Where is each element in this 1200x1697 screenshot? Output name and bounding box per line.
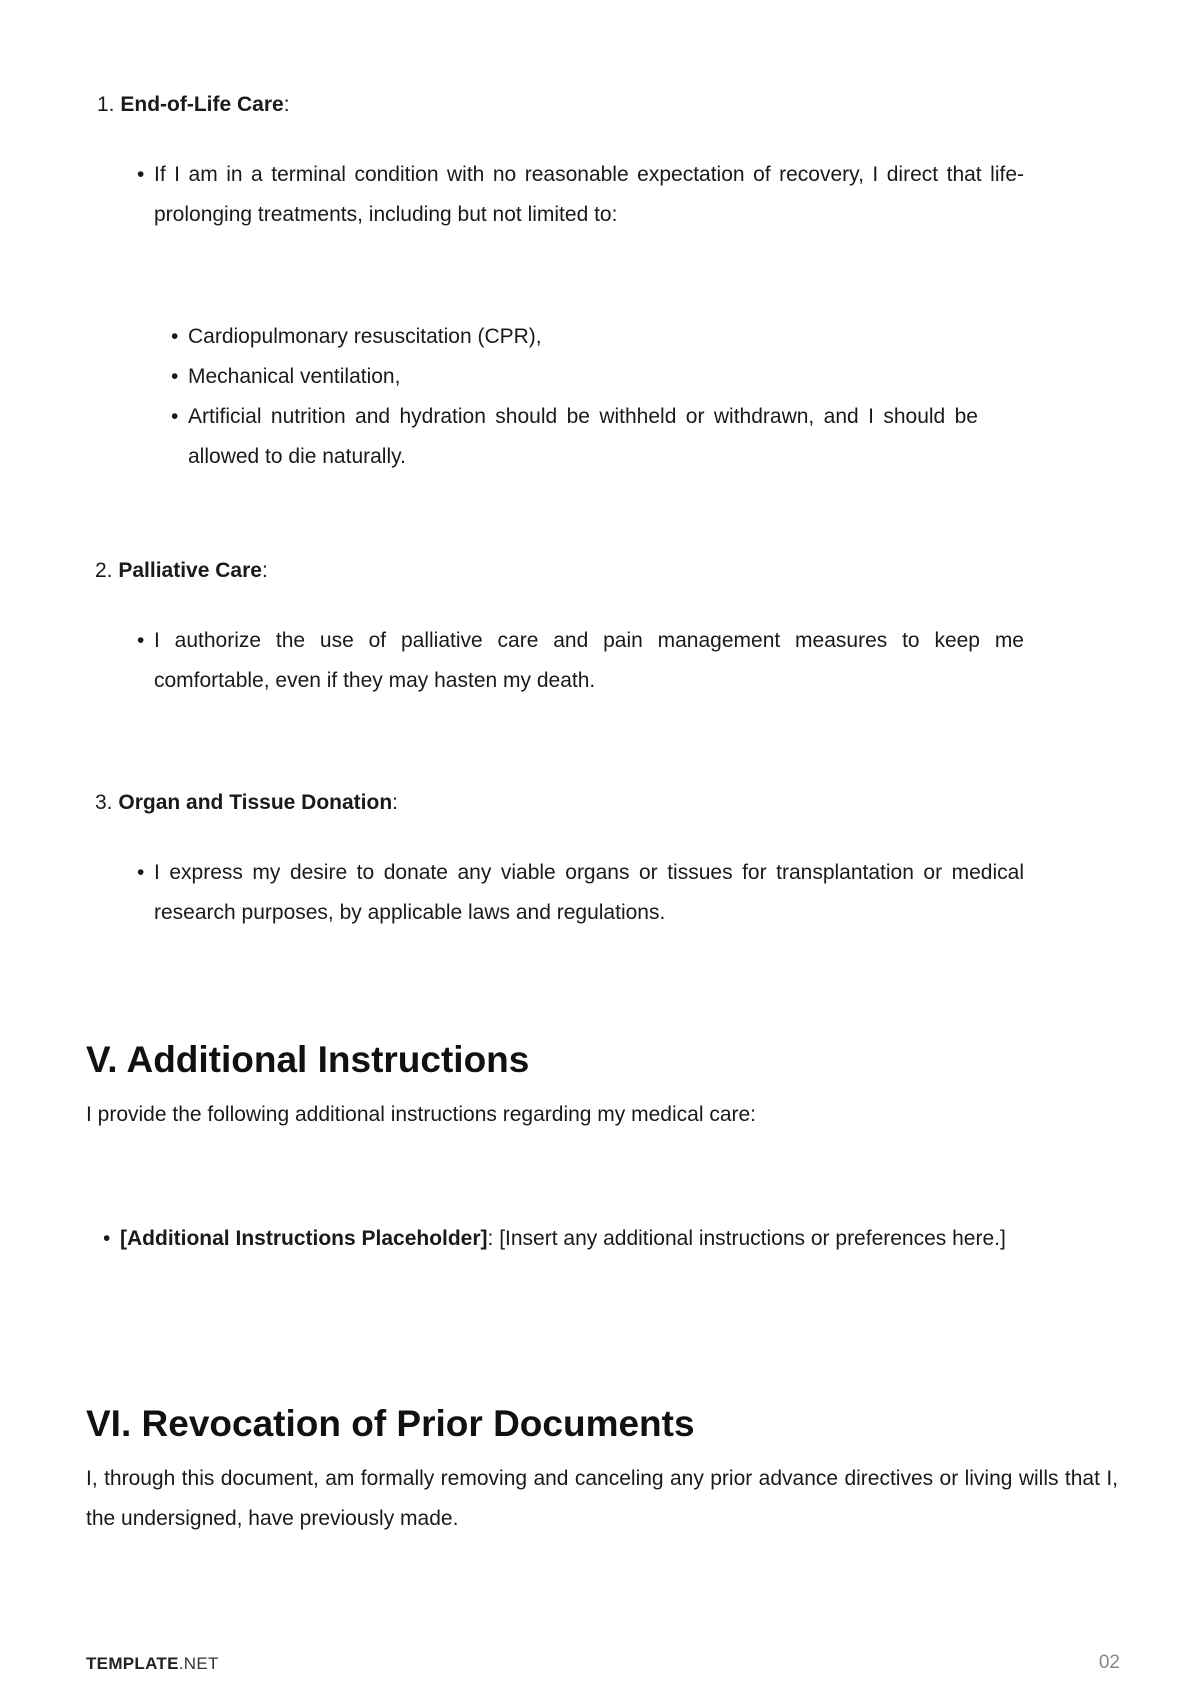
bullet-text: I authorize the use of palliative care and pain management measures to keep me comfortable, even if they may hasten my death. [154,629,1024,692]
item-colon: : [283,93,290,116]
brand-suffix: .NET [178,1654,219,1673]
bullet-item [137,621,1024,701]
bullet-text: If I am in a terminal condition with no reasonable expectation of recovery, I direct that life-prolonging treatments, including but not limited to: [154,163,1024,226]
sub-bullet-item [171,317,978,357]
bullet-text: Cardiopulmonary resuscitation (CPR), [188,325,542,348]
bullet-glyph: • [171,365,179,388]
item-number: 1. [97,93,115,116]
bullet-glyph: • [137,163,145,186]
item-heading-end-of-life-care [97,90,290,120]
bullet-glyph: • [171,405,179,428]
bullet-item [137,853,1024,933]
footer-brand-logo [86,1654,219,1674]
section-title-additional-instructions: V. Additional Instructions [86,1039,530,1080]
item-number: 3. [95,791,113,814]
item-heading-organ-donation [95,788,398,818]
item-colon: : [261,559,268,582]
bullet-glyph: • [103,1227,111,1250]
item-colon: : [392,791,399,814]
bullet-text: Mechanical ventilation, [188,365,401,388]
item-title: Organ and Tissue Donation [118,791,393,814]
bullet-text: Artificial nutrition and hydration should be withheld or withdrawn, and I should be allowed to die naturally. [188,405,978,468]
section-intro: I provide the following additional instructions regarding my medical care: [86,1103,757,1126]
section-title-revocation: VI. Revocation of Prior Documents [86,1403,695,1444]
bullet-text: I express my desire to donate any viable organs or tissues for transplantation or medical research purposes, by applicable laws and regulations. [154,861,1024,924]
item-number: 2. [95,559,113,582]
page-number: 02 [1098,1652,1120,1673]
placeholder-text: [Insert any additional instructions or preferences here.] [493,1227,1006,1250]
item-title: End-of-Life Care [120,93,284,116]
sub-bullet-item [171,397,978,477]
bullet-item-placeholder [103,1219,1070,1259]
bullet-item [137,155,1024,235]
item-heading-palliative-care [95,556,268,586]
bullet-glyph: • [137,629,145,652]
placeholder-colon: : [487,1227,494,1250]
item-title: Palliative Care [118,559,262,582]
placeholder-label: [Additional Instructions Placeholder] [120,1227,488,1250]
bullet-glyph: • [171,325,179,348]
section-text: I, through this document, am formally removing and canceling any prior advance directives or living wills that I, the undersigned, have previously made. [86,1467,1118,1530]
bullet-glyph: • [137,861,145,884]
brand-bold: TEMPLATE [86,1654,179,1673]
sub-bullet-item [171,357,978,397]
